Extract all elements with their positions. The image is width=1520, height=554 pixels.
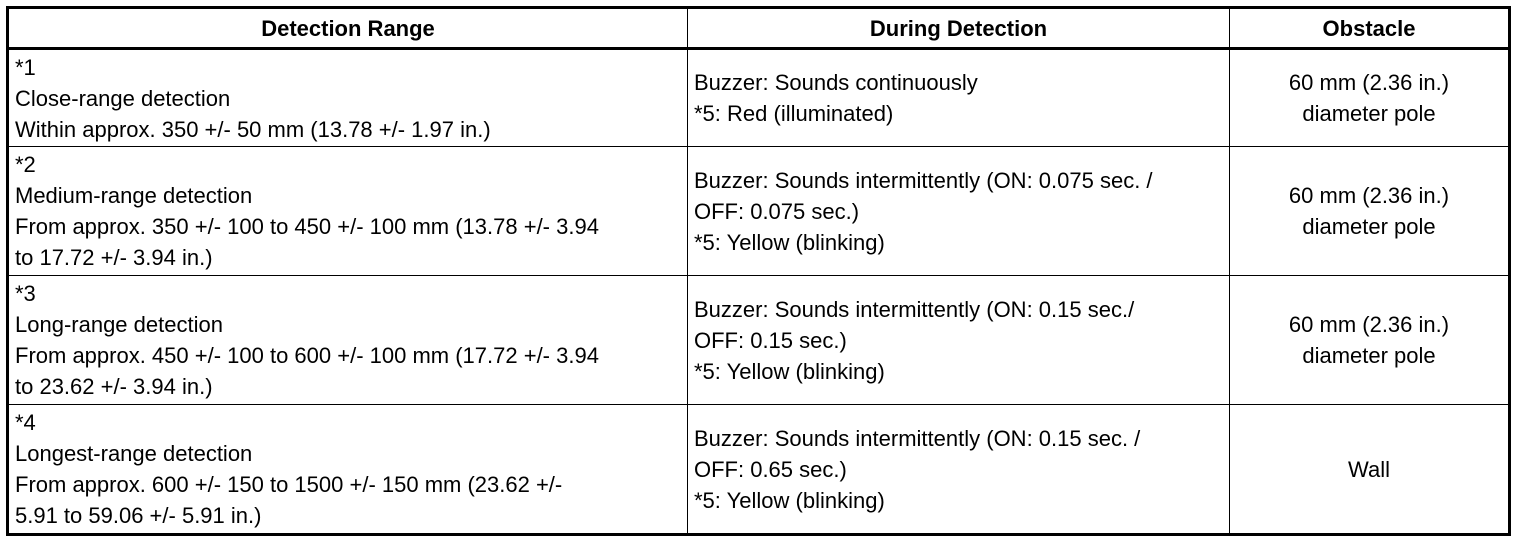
range-title: Long-range detection <box>15 312 223 337</box>
buzzer-text-cont: OFF: 0.15 sec.) <box>694 327 847 353</box>
during-detection-cell <box>688 405 1230 535</box>
obstacle-line: diameter pole <box>1302 343 1436 368</box>
range-detail: Within approx. 350 +/- 50 mm (13.78 +/- 1.97 in.) <box>15 116 491 142</box>
table-row <box>8 405 1510 535</box>
range-marker: *3 <box>15 281 36 306</box>
obstacle-line: 60 mm (2.36 in.) <box>1288 312 1450 337</box>
range-title: Medium-range detection <box>15 183 253 208</box>
detection-range-cell <box>8 49 688 147</box>
obstacle-cell <box>1230 276 1510 405</box>
range-detail-cont: to 17.72 +/- 3.94 in.) <box>15 245 213 270</box>
buzzer-text-cont: OFF: 0.65 sec.) <box>694 456 847 482</box>
range-marker: *1 <box>15 54 36 80</box>
range-detail: From approx. 450 +/- 100 to 600 +/- 100 mm (17.72 +/- 3.94 <box>15 343 599 368</box>
header-obstacle: Obstacle <box>1230 8 1510 49</box>
range-detail: From approx. 350 +/- 100 to 450 +/- 100 mm (13.78 +/- 3.94 <box>15 214 599 239</box>
obstacle-line: 60 mm (2.36 in.) <box>1288 183 1450 208</box>
range-marker: *2 <box>15 152 36 177</box>
indicator-text: *5: Red (illuminated) <box>694 101 894 126</box>
table-row <box>8 147 1510 276</box>
obstacle-cell <box>1230 405 1510 535</box>
header-during-detection: During Detection <box>688 8 1230 49</box>
buzzer-text-cont: OFF: 0.075 sec.) <box>694 198 860 224</box>
detection-range-cell <box>8 405 688 535</box>
range-title: Longest-range detection <box>15 441 253 466</box>
during-detection-cell <box>688 49 1230 147</box>
range-detail-cont: 5.91 to 59.06 +/- 5.91 in.) <box>15 503 262 528</box>
obstacle-cell <box>1230 49 1510 147</box>
header-detection-range: Detection Range <box>8 8 688 49</box>
range-detail: From approx. 600 +/- 150 to 1500 +/- 150 mm (23.62 +/- <box>15 472 563 497</box>
obstacle-line: Wall <box>1348 456 1390 482</box>
buzzer-text: Buzzer: Sounds continuously <box>694 70 978 95</box>
detection-range-cell <box>8 276 688 405</box>
indicator-text: *5: Yellow (blinking) <box>694 487 885 513</box>
table-row <box>8 49 1510 147</box>
table-header-row <box>8 8 1510 49</box>
range-title: Close-range detection <box>15 85 231 111</box>
obstacle-line: diameter pole <box>1302 214 1436 239</box>
during-detection-cell <box>688 276 1230 405</box>
detection-range-cell <box>8 147 688 276</box>
range-marker: *4 <box>15 410 36 435</box>
during-detection-cell <box>688 147 1230 276</box>
indicator-text: *5: Yellow (blinking) <box>694 358 885 384</box>
indicator-text: *5: Yellow (blinking) <box>694 229 885 255</box>
buzzer-text: Buzzer: Sounds intermittently (ON: 0.075 sec. / <box>694 167 1153 193</box>
detection-spec-table <box>6 6 1511 536</box>
table-row <box>8 276 1510 405</box>
detection-table-container <box>6 6 1511 536</box>
buzzer-text: Buzzer: Sounds intermittently (ON: 0.15 sec./ <box>694 296 1135 322</box>
range-detail-cont: to 23.62 +/- 3.94 in.) <box>15 374 213 399</box>
obstacle-line: diameter pole <box>1302 101 1436 126</box>
obstacle-line: 60 mm (2.36 in.) <box>1288 70 1450 95</box>
obstacle-cell <box>1230 147 1510 276</box>
buzzer-text: Buzzer: Sounds intermittently (ON: 0.15 sec. / <box>694 425 1141 451</box>
